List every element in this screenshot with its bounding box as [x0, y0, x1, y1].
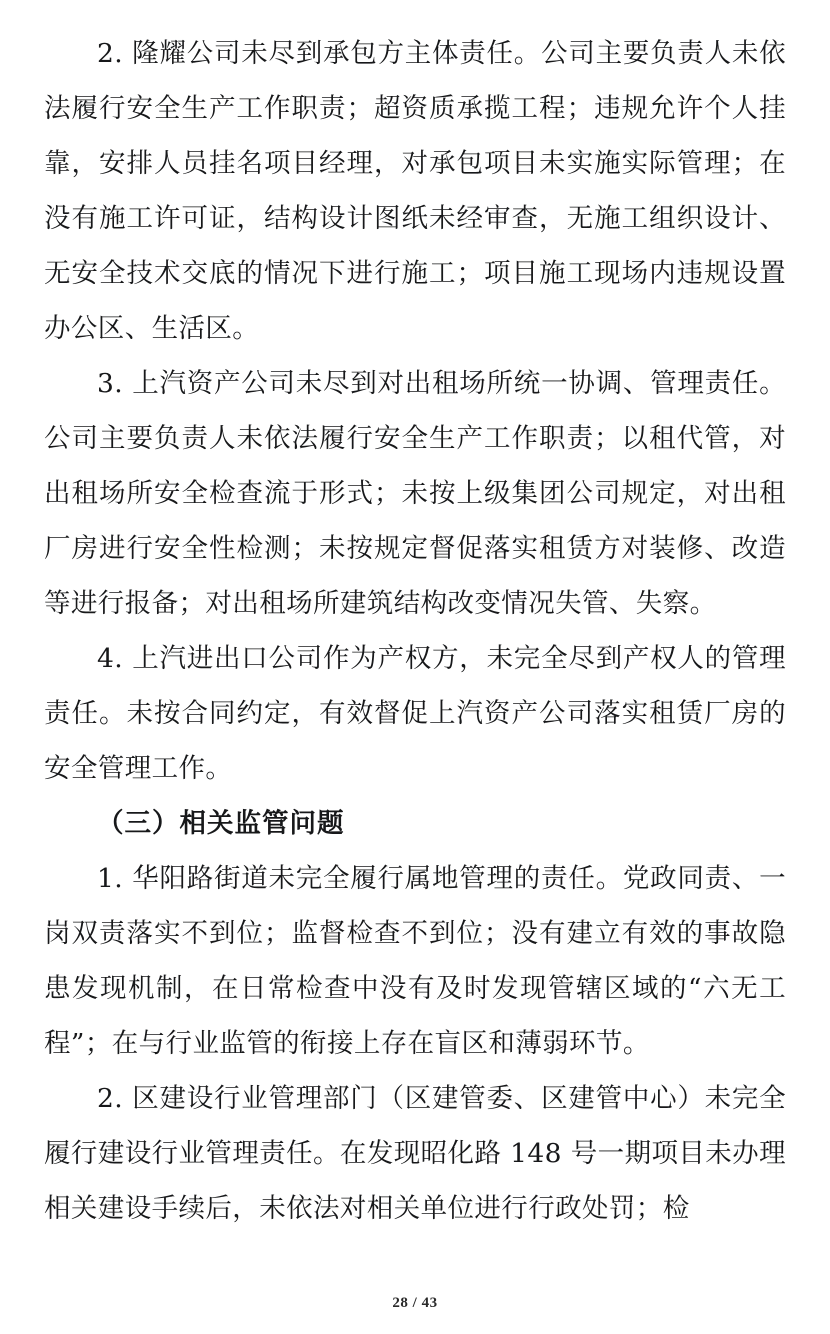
paragraph-longyao-company: 2. 隆耀公司未尽到承包方主体责任。公司主要负责人未依法履行安全生产工作职责；超资质承揽工程；违规允许个人挂靠，安排人员挂名项目经理，对承包项目未实施实际管理；在没有施工许可证，结构设计图纸未经审查，无施工组织设计、无安全技术交底的情况下进行施工；项目施工现场内违规设置办公区、生活区。: [44, 38, 786, 344]
section-heading-supervision-issues: （三）相关监管问题: [97, 808, 345, 839]
paragraph-huayang-road-subdistrict: 1. 华阳路街道未完全履行属地管理的责任。党政同责、一岗双责落实不到位；监督检查不到位；没有建立有效的事故隐患发现机制，在日常检查中没有及时发现管辖区域的“六无工程”；在与行业监管的衔接上存在盲区和薄弱环节。: [44, 863, 786, 1059]
document-body: [44, 26, 786, 1236]
paragraph-district-construction-authority: 2. 区建设行业管理部门（区建管委、区建管中心）未完全履行建设行业管理责任。在发现昭化路 148 号一期项目未办理相关建设手续后，未依法对相关单位进行行政处罚；检: [44, 1083, 786, 1224]
page-number: 28 / 43: [392, 1295, 438, 1311]
paragraph-saic-import-export-company: 4. 上汽进出口公司作为产权方，未完全尽到产权人的管理责任。未按合同约定，有效督促上汽资产公司落实租赁厂房的安全管理工作。: [44, 643, 786, 784]
paragraph-saic-asset-company: 3. 上汽资产公司未尽到对出租场所统一协调、管理责任。公司主要负责人未依法履行安全生产工作职责；以租代管，对出租场所安全检查流于形式；未按上级集团公司规定，对出租厂房进行安全性检测；未按规定督促落实租赁方对装修、改造等进行报备；对出租场所建筑结构改变情况失管、失察。: [44, 368, 786, 619]
